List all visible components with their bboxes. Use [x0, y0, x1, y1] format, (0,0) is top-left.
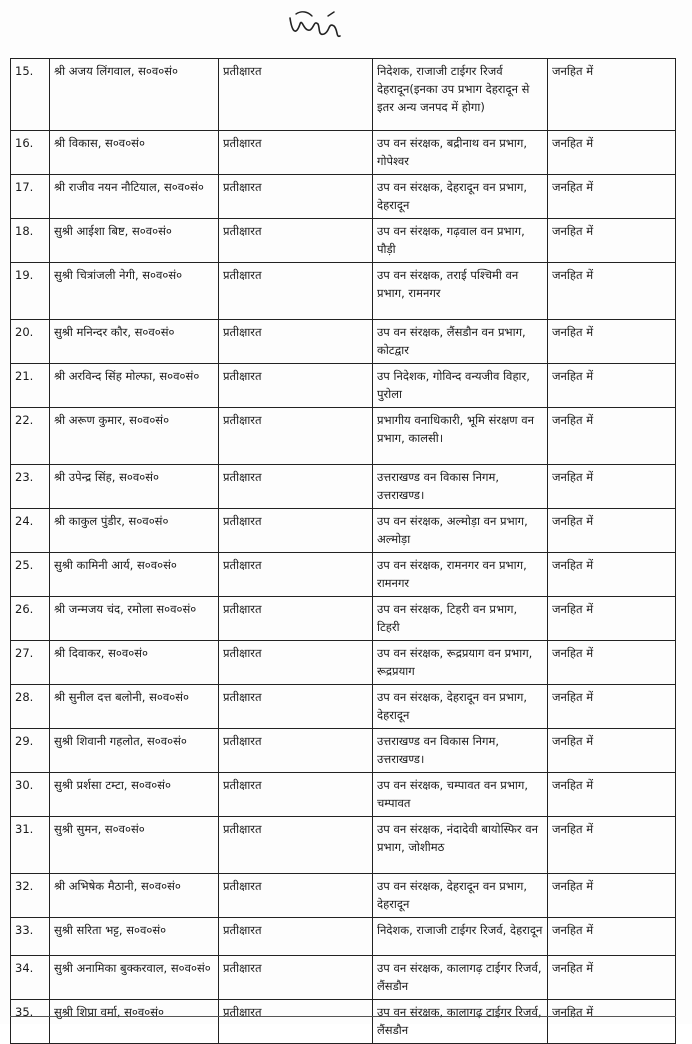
row-number: 19.	[11, 263, 50, 320]
signature-mark	[284, 6, 344, 46]
officer-name: श्री अरूण कुमार, स०व०सं०	[50, 408, 219, 465]
row-number: 33.	[11, 918, 50, 956]
row-number: 20.	[11, 320, 50, 364]
row-number: 25.	[11, 553, 50, 597]
transfer-reason: जनहित में	[548, 364, 676, 408]
table-row	[11, 1000, 676, 1044]
table-row	[11, 320, 676, 364]
table-row	[11, 219, 676, 263]
new-posting: उप वन संरक्षक, देहरादून वन प्रभाग, देहरादून	[373, 175, 548, 219]
table-row	[11, 175, 676, 219]
officer-name: श्री दिवाकर, स०व०सं०	[50, 641, 219, 685]
transfer-reason: जनहित में	[548, 175, 676, 219]
current-status: प्रतीक्षारत	[219, 641, 373, 685]
officer-name: सुश्री मनिन्दर कौर, स०व०सं०	[50, 320, 219, 364]
officer-name: सुश्री शिप्रा वर्मा, स०व०सं०	[50, 1000, 219, 1044]
new-posting: उप वन संरक्षक, अल्मोड़ा वन प्रभाग, अल्मोड़ा	[373, 509, 548, 553]
officer-name: श्री काकुल पुंडीर, स०व०सं०	[50, 509, 219, 553]
transfer-reason: जनहित में	[548, 729, 676, 773]
transfer-reason: जनहित में	[548, 817, 676, 874]
current-status: प्रतीक्षारत	[219, 729, 373, 773]
table-row	[11, 773, 676, 817]
transfer-reason: जनहित में	[548, 59, 676, 131]
current-status: प्रतीक्षारत	[219, 773, 373, 817]
table-row	[11, 817, 676, 874]
transfer-orders-table	[10, 58, 676, 1044]
new-posting: उप वन संरक्षक, कालागढ़ टाईगर रिजर्व, लैंसडौन	[373, 1000, 548, 1044]
transfer-reason: जनहित में	[548, 509, 676, 553]
table-body	[11, 59, 676, 1044]
transfer-reason: जनहित में	[548, 685, 676, 729]
transfer-reason: जनहित में	[548, 874, 676, 918]
officer-name: सुश्री अनामिका बुक्करवाल, स०व०सं०	[50, 956, 219, 1000]
table-row	[11, 918, 676, 956]
current-status: प्रतीक्षारत	[219, 219, 373, 263]
row-number: 24.	[11, 509, 50, 553]
transfer-reason: जनहित में	[548, 320, 676, 364]
table-row	[11, 408, 676, 465]
table-row	[11, 465, 676, 509]
current-status: प्रतीक्षारत	[219, 131, 373, 175]
table-row	[11, 131, 676, 175]
new-posting: उप वन संरक्षक, गढ़वाल वन प्रभाग, पौड़ी	[373, 219, 548, 263]
new-posting: उप वन संरक्षक, चम्पावत वन प्रभाग, चम्पावत	[373, 773, 548, 817]
transfer-reason: जनहित में	[548, 408, 676, 465]
table-row	[11, 509, 676, 553]
row-number: 18.	[11, 219, 50, 263]
table-row	[11, 729, 676, 773]
current-status: प्रतीक्षारत	[219, 175, 373, 219]
new-posting: प्रभागीय वनाधिकारी, भूमि संरक्षण वन प्रभाग, कालसी।	[373, 408, 548, 465]
officer-name: श्री जन्मजय चंद, रमोला स०व०सं०	[50, 597, 219, 641]
current-status: प्रतीक्षारत	[219, 553, 373, 597]
table-row	[11, 553, 676, 597]
officer-name: सुश्री आईशा बिष्ट, स०व०सं०	[50, 219, 219, 263]
row-number: 21.	[11, 364, 50, 408]
table-row	[11, 641, 676, 685]
current-status: प्रतीक्षारत	[219, 59, 373, 131]
row-number: 16.	[11, 131, 50, 175]
officer-name: सुश्री सुमन, स०व०सं०	[50, 817, 219, 874]
new-posting: उत्तराखण्ड वन विकास निगम, उत्तराखण्ड।	[373, 729, 548, 773]
transfer-reason: जनहित में	[548, 219, 676, 263]
current-status: प्रतीक्षारत	[219, 817, 373, 874]
new-posting: उप वन संरक्षक, कालागढ़ टाईगर रिजर्व, लैंसडौन	[373, 956, 548, 1000]
new-posting: उप वन संरक्षक, बद्रीनाथ वन प्रभाग, गोपेश्वर	[373, 131, 548, 175]
officer-name: सुश्री कामिनी आर्य, स०व०सं०	[50, 553, 219, 597]
current-status: प्रतीक्षारत	[219, 320, 373, 364]
row-number: 30.	[11, 773, 50, 817]
new-posting: निदेशक, राजाजी टाईगर रिजर्व देहरादून(इनका उप प्रभाग देहरादून से इतर अन्य जनपद में होगा)	[373, 59, 548, 131]
row-number: 17.	[11, 175, 50, 219]
current-status: प्रतीक्षारत	[219, 263, 373, 320]
new-posting: उप निदेशक, गोविन्द वन्यजीव विहार, पुरोला	[373, 364, 548, 408]
officer-name: सुश्री सरिता भट्ट, स०व०सं०	[50, 918, 219, 956]
row-number: 15.	[11, 59, 50, 131]
current-status: प्रतीक्षारत	[219, 956, 373, 1000]
transfer-reason: जनहित में	[548, 1000, 676, 1044]
current-status: प्रतीक्षारत	[219, 509, 373, 553]
transfer-reason: जनहित में	[548, 131, 676, 175]
new-posting: उप वन संरक्षक, रूद्रप्रयाग वन प्रभाग, रूद्रप्रयाग	[373, 641, 548, 685]
table-row	[11, 956, 676, 1000]
officer-name: सुश्री चित्रांजली नेगी, स०व०सं०	[50, 263, 219, 320]
officer-name: श्री विकास, स०व०सं०	[50, 131, 219, 175]
new-posting: उप वन संरक्षक, देहरादून वन प्रभाग, देहरादून	[373, 874, 548, 918]
table-row	[11, 364, 676, 408]
transfer-reason: जनहित में	[548, 773, 676, 817]
row-number: 28.	[11, 685, 50, 729]
new-posting: उप वन संरक्षक, लैंसडौन वन प्रभाग, कोटद्वार	[373, 320, 548, 364]
row-number: 29.	[11, 729, 50, 773]
table-row	[11, 263, 676, 320]
table-row	[11, 597, 676, 641]
row-number: 31.	[11, 817, 50, 874]
transfer-reason: जनहित में	[548, 465, 676, 509]
transfer-reason: जनहित में	[548, 918, 676, 956]
new-posting: उप वन संरक्षक, टिहरी वन प्रभाग, टिहरी	[373, 597, 548, 641]
row-number: 22.	[11, 408, 50, 465]
current-status: प्रतीक्षारत	[219, 918, 373, 956]
transfer-reason: जनहित में	[548, 641, 676, 685]
transfer-reason: जनहित में	[548, 553, 676, 597]
transfer-reason: जनहित में	[548, 263, 676, 320]
new-posting: उप वन संरक्षक, रामनगर वन प्रभाग, रामनगर	[373, 553, 548, 597]
table-row	[11, 59, 676, 131]
officer-name: श्री सुनील दत्त बलोनी, स०व०सं०	[50, 685, 219, 729]
transfer-reason: जनहित में	[548, 956, 676, 1000]
current-status: प्रतीक्षारत	[219, 408, 373, 465]
officer-name: श्री अरविन्द सिंह मोल्फा, स०व०सं०	[50, 364, 219, 408]
table-row	[11, 874, 676, 918]
current-status: प्रतीक्षारत	[219, 465, 373, 509]
officer-name: श्री अभिषेक मैठानी, स०व०सं०	[50, 874, 219, 918]
new-posting: उप वन संरक्षक, तराई पश्चिमी वन प्रभाग, रामनगर	[373, 263, 548, 320]
current-status: प्रतीक्षारत	[219, 685, 373, 729]
officer-name: श्री अजय लिंगवाल, स०व०सं०	[50, 59, 219, 131]
officer-name: श्री उपेन्द्र सिंह, स०व०सं०	[50, 465, 219, 509]
table-row	[11, 685, 676, 729]
row-number: 32.	[11, 874, 50, 918]
row-number: 27.	[11, 641, 50, 685]
transfer-reason: जनहित में	[548, 597, 676, 641]
officer-name: श्री राजीव नयन नौटियाल, स०व०सं०	[50, 175, 219, 219]
row-number: 34.	[11, 956, 50, 1000]
new-posting: उत्तराखण्ड वन विकास निगम, उत्तराखण्ड।	[373, 465, 548, 509]
officer-name: सुश्री प्रर्शसा टम्टा, स०व०सं०	[50, 773, 219, 817]
page-bottom-rule	[10, 1016, 676, 1017]
row-number: 35.	[11, 1000, 50, 1044]
row-number: 26.	[11, 597, 50, 641]
new-posting: उप वन संरक्षक, नंदादेवी बायोस्फिर वन प्रभाग, जोशीमठ	[373, 817, 548, 874]
current-status: प्रतीक्षारत	[219, 1000, 373, 1044]
current-status: प्रतीक्षारत	[219, 597, 373, 641]
row-number: 23.	[11, 465, 50, 509]
new-posting: निदेशक, राजाजी टाईगर रिजर्व, देहरादून	[373, 918, 548, 956]
officer-name: सुश्री शिवानी गहलोत, स०व०सं०	[50, 729, 219, 773]
current-status: प्रतीक्षारत	[219, 364, 373, 408]
new-posting: उप वन संरक्षक, देहरादून वन प्रभाग, देहरादून	[373, 685, 548, 729]
current-status: प्रतीक्षारत	[219, 874, 373, 918]
